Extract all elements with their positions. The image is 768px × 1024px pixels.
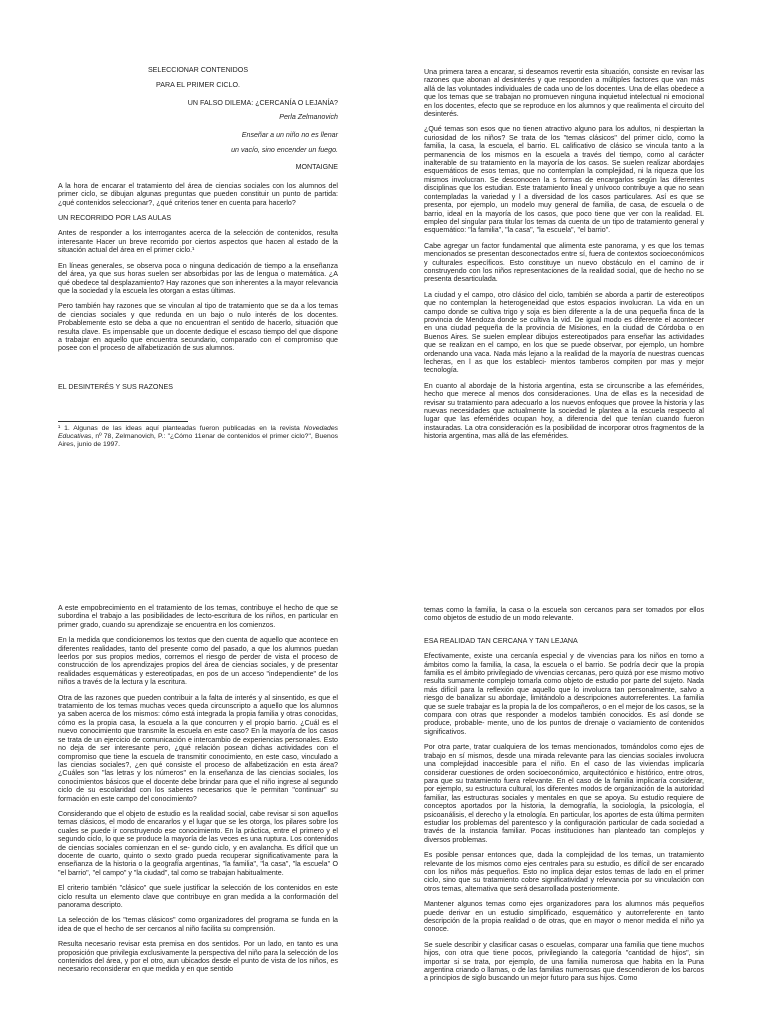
footnote [58, 425, 338, 449]
subtitle: UN FALSO DILEMA: ¿CERCANÍA O LEJANÍA? [187, 98, 338, 107]
top-left-column [58, 66, 338, 456]
footnote-journal: Novedades Educativas [58, 425, 339, 441]
paragraph: Resulta necesario revisar esta premisa en dos sentidos. Por un lado, en tanto es una proposición que privilegia exclusivamente la perspectiva del niño para la selección de los contenidos del área, y por el otro, aun ubicados desde el punto de vista de los niños, es necesario reconsiderar en que medida y en que sentido [58, 940, 338, 974]
bottom-right-column [424, 606, 704, 990]
paragraph: Efectivamente, existe una cercanía especial y de vivencias para los niños en torno a ámbitos como la familia, la casa, la escuela o el barrio. Se podría decir que la propia familia es el ámbito privilegiado de vivencias cercanas, pero quizá por ese mismo motivo resulta sumamente complejo tomarla como objeto de estudio por parte del sujeto. Nada más difícil para la reflexión que aquello que lo involucra tan personalmente, salvo a riesgo de banalizar su abordaje, limitándolo a descripciones autorreferentes. La familia que se suele trabajar es la propia la de los compañeros, o en el mejor de los casos, se la compara con otras que responder a modelos también conocidos. Es así donde se produce, probable- mente, uno de los puntos de drenaje o vaciamiento de contenidos significativos. [424, 652, 704, 736]
paragraph: Antes de responder a los interrogantes acerca de la selección de contenidos, resulta interesante Hacer un breve recorrido por ciertos aspectos que hacen al estado de la situación actual del área en el primer ciclo.¹ [58, 229, 338, 255]
paragraph: La selección de los "temas clásicos" como organizadores del programa se funda en la idea de que el hecho de ser cercanos al niño facilita su comprensión. [58, 916, 338, 933]
paragraph: Una primera tarea a encarar, si deseamos revertir esta situación, consiste en revisar las razones que abonan al desinterés y que responden a múltiples factores que van más allá de las voluntades individuales de cada uno de los docentes. Una de ellas obedece a que los temas que se trabajan no promueven ninguna inquietud intelectual ni emocional en los docentes, efecto que se reproduce en los alumnos y que realimenta el circuito del desinterés. [424, 68, 704, 119]
bottom-left-column [58, 604, 338, 981]
top-right-column [424, 68, 704, 448]
paragraph: Es posible pensar entonces que, dada la complejidad de los temas, un tratamiento relevante de los mismos como ejes centrales para su estudio, es difícil de ser encarado con los niños más pequeños. Esto no implica dejar estos temas de lado en el primer ciclo, sino que su tratamiento cobre significatividad y relevancia por su vinculación con otros temas, alternativa que será desarrollada posteriormente. [424, 851, 704, 893]
paragraph: En cuanto al abordaje de la historia argentina, esta se circunscribe a las efemérides, hecho que merece al menos dos consideraciones. Una de ellas es la necesidad de revisar su tratamiento para adecuarlo a los nuevos enfoques que provee la historia y las nuevas necesidades que actualmente la sociedad le plantea a la escuela respecto al lugar que las efemérides ocupan hoy, a diferencia del que tenían cuando fueron instauradas. La otra consideración es la posibilidad de incorporar otros fragmentos de la historia argentina, mas allá de las efemérides. [424, 381, 704, 441]
paragraph: En líneas generales, se observa poca o ninguna dedicación de tiempo a la enseñanza del área, ya que sus horas suelen ser absorbidas por las de lengua o matemática. ¿A qué obedece tal desplazamiento? Hay razones que son inherentes a la mayor relevancia que la sociedad y la escuela les otorgan a estas últimas. [58, 261, 338, 295]
section-heading-recorrido: UN RECORRIDO POR LAS AULAS [58, 214, 172, 223]
paragraph: A este empobrecimiento en el tratamiento de los temas, contribuye el hecho de que se subordina el trabajo a las posibilidades de lecto-escritura de los niños, en particular en primer grado, cuando su aprendizaje se encuentra en los comienzos. [58, 604, 338, 629]
paragraph: Mantener algunos temas como ejes organizadores para los alumnos más pequeños puede derivar en un estudio simplificado, esquemático y autorreferente en tanto descripción de la propia realidad o de otras, que en mayor o menor medida el niño ya conoce. [424, 900, 704, 934]
epigraph-line-1: Enseñar a un niño no es llenar [241, 130, 338, 139]
paragraph: ¿Qué temas son esos que no tienen atractivo alguno para los adultos, ni despiertan la curiosidad de los niños? Se trata de los "temas clásicos" del primer ciclo, como la familia, la casa, la escuela, el barrio. EL calificativo de clásico se vincula tanto a la permanencia de los mismos en la escuela a través del tiempo, como al carácter inalterable de su tratamiento en la mayoría de los casos. Se suelen realizar abordajes esquemáticos de esos temas, que no contemplan la complejidad, ni la riqueza que los mismos involucran. Se desconocen la s formas de encargarlos según las diferentes disciplinas que los estudian. Este tratamiento lineal y unívoco contribuye a que no sean contempladas la variedad y l a diversidad de los casos particulares. Así es que se presenta, por ejemplo, un modelo muy general de familia, de casa, de escuela o de barrio, ideal en la mayoría de los casos, que poco tiene que ver con la realidad. EL empleo del singular para titular los temas da cuenta de un tipo de tratamiento general y esquemático: "la familia", "la casa", "la escuela", "el barrio". [424, 125, 704, 235]
section-heading-desinteres: EL DESINTERÉS Y SUS RAZONES [58, 382, 173, 391]
epigraph-line-2: un vacío, sino encender un fuego. [231, 146, 338, 155]
footnote-divider [58, 421, 188, 422]
footnote-text-start: ¹ 1. Algunas de las ideas aquí planteadas fueron publicadas en la revista [58, 425, 300, 433]
title-line-1: SELECCIONAR CONTENIDOS [147, 66, 249, 74]
intro-paragraph: A la hora de encarar el tratamiento del área de ciencias sociales con los alumnos del primer ciclo, se dibujan algunas preguntas que pueden constituir un punto de partida: ¿qué contenidos seleccionar?, ¿qué criterios tener en cuenta para hacerlo? [58, 181, 338, 207]
paragraph: Otra de las razones que pueden contribuir a la falta de interés y al sinsentido, es que el tratamiento de los temas muchas veces queda circunscripto a aquello que los alumnos ya saben acerca de los mismos: cómo está integrada la propia familia y otras conocidas, cómo es la propia casa, la escuela a la que concurren y el propio barrio. ¿Cuál es el nuevo conocimiento que transmite la escuela en este caso? En la mayoría de los casos se trata de un ejercicio de comunicación e intercambio de experiencias personales. Esto no deja de ser interesante pero, ¿qué relación posean dichas actividades con el compromiso que tiene la escuela de transmitir conocimiento, en este caso, vinculado a las ciencias sociales?, ¿en qué consiste el proceso de alfabetización en esta área? ¿Cuáles son "las letras y los números" en la enseñanza de las ciencias sociales, los conocimientos básicos que el docente debe brindar para que el niño ingrese al segundo ciclo de su escolaridad con los saberes necesarios que le permitan "continuar" su formación en este campo del conocimiento? [58, 693, 338, 803]
footnote-text-end: , nº 78, Zelmanovich, P.: "¿Cómo 11enar de contenidos el primer ciclo?", Buenos Aires, junio de 1997. [58, 433, 338, 449]
epigraph-author: MONTAIGNE [295, 163, 338, 172]
page-bottom [0, 512, 768, 1024]
paragraph: Considerando que el objeto de estudio es la realidad social, cabe revisar si son aquellos temas clásicos, el modo de encararlos y el lugar que se les otorga, los pilares sobre los cuales se puede ir construyendo ese conocimiento. En la práctica, entre el primero y el segundo ciclo, lo que se produce la mayoría de las veces es una ruptura. Los contenidos de ciencias sociales comienzan en el se- gundo ciclo, y en avalancha. Es difícil que un docente de cuarto, quinto o sexto grado pueda recuperar significativamente para la enseñanza de la historia o la geografía argentinas, "la familia", "la casa", "la escuela" O "el barrio", "el campo" y "la ciudad", tal como se trabajan habitualmente. [58, 809, 338, 877]
paragraph: La ciudad y el campo, otro clásico del ciclo, también se aborda a partir de estereotipos que no contemplan la heterogeneidad que estos espacios involucran. La vida en un campo donde se cultiva trigo y soja es bien diferente a la de una pequeña finca de la provincia de Mendoza donde se cultiva la vid. De igual modo es diferente el acontecer en una ciudad pequeña de la provincia de Misiones, en la ciudad de Córdoba o en Buenos Aires. Se suelen emplear dibujos estereotipados para enseñar las actividades que se realizan en el campo, en los que se puede observar, por ejemplo, un hombre ordenando una vaca. Nada más lejano a la realidad de la mayoría de nuestras cuencas lecheras, en l as que los estableci- mientos tamberos compiten por mas y mejor tecnología. [424, 290, 704, 375]
paragraph: Se suele describir y clasificar casas o escuelas, comparar una familia que tiene muchos hijos, con otra que tiene pocos, privilegiando la categoría "cantidad de hijos", sin importar si se trata, por ejemplo, de una familia numerosa que habita en la Puna argentina criando o llamas, o de las familias numerosas que descendieron de los barcos a principios de siglo buscando un mejor futuro para sus hijos. Como [424, 940, 704, 983]
paragraph: Por otra parte, tratar cualquiera de los temas mencionados, tomándolos como ejes de trabajo en sí mismos, desde una mirada relevante para las ciencias sociales involucra una complejidad inaccesible para el niño. En el caso de las viviendas implicaría considerar cuestiones de orden socioeconómico, arquitectónico e histórico, entre otros, para que su tratamiento fuera relevante. En el caso de la familia implicaría considerar, por ejemplo, su estructura cultural, los diferentes modos de organización de la autoridad familiar, las estructuras sociales y mentales en que se apoya. Su estudio requiere de conceptos aportados por la historia, la demografía, la sociología, la psicología, el psicoanálisis, el derecho y la etnología. En particular, los aportes de esta última permiten estudiar los problemas del parentesco y la configuración particular de cada sociedad a través de la instancia familiar. Pocas instituciones han planteado tan complejos y diversos problemas. [424, 743, 704, 844]
paragraph: Pero también hay razones que se vinculan al tipo de tratamiento que se da a los temas de ciencias sociales y que redunda en un bajo o nulo interés de los docentes. Probablemente esto se deba a que no encuentran el sentido de hacerlo, situación que resulta clave. Es impensable que un docente dedique el escaso tiempo del que dispone a trabajar en aquello que encuentra secundario, comparado con el compromiso que posee con el proceso de alfabetización de sus alumnos. [58, 302, 338, 353]
paragraph: El criterio también "clásico" que suele justificar la selección de los contenidos en este ciclo resulta un elemento clave que contribuye en gran medida a la conformación del panorama descripto. [58, 884, 338, 909]
section-heading-realidad: ESA REALIDAD TAN CERCANA Y TAN LEJANA [424, 636, 578, 645]
paragraph: temas como la familia, la casa o la escuela son cercanos para ser tomados por ellos como objetos de estudio de un modo relevante. [424, 606, 704, 623]
author: Perla Zelmanovich [279, 113, 338, 122]
paragraph: Cabe agregar un factor fundamental que alimenta este panorama, y es que los temas mencionados se presentan desconectados entre sí, fuera de contextos socioeconómicos y culturales específicos. Esto constituye un nuevo obstáculo en el camino de ir construyendo con los niños representaciones de la realidad social, que de hecho no se presenta desarticulada. [424, 241, 704, 284]
paragraph: En la medida que condicionemos los textos que den cuenta de aquello que acontece en diferentes realidades, tanto del presente como del pasado, a que los alumnos puedan leerlos por sus propios medios, corremos el riesgo de perder de vista el proceso de construcción de los aprendizajes propios del área de ciencias sociales, y de presentar realidades esquemáticas y estereotipadas, en pos de un acceso "independiente" de los niños a través de la lectura y la escritura. [58, 636, 338, 687]
title-line-2: PARA EL PRIMER CICLO. [156, 81, 240, 90]
